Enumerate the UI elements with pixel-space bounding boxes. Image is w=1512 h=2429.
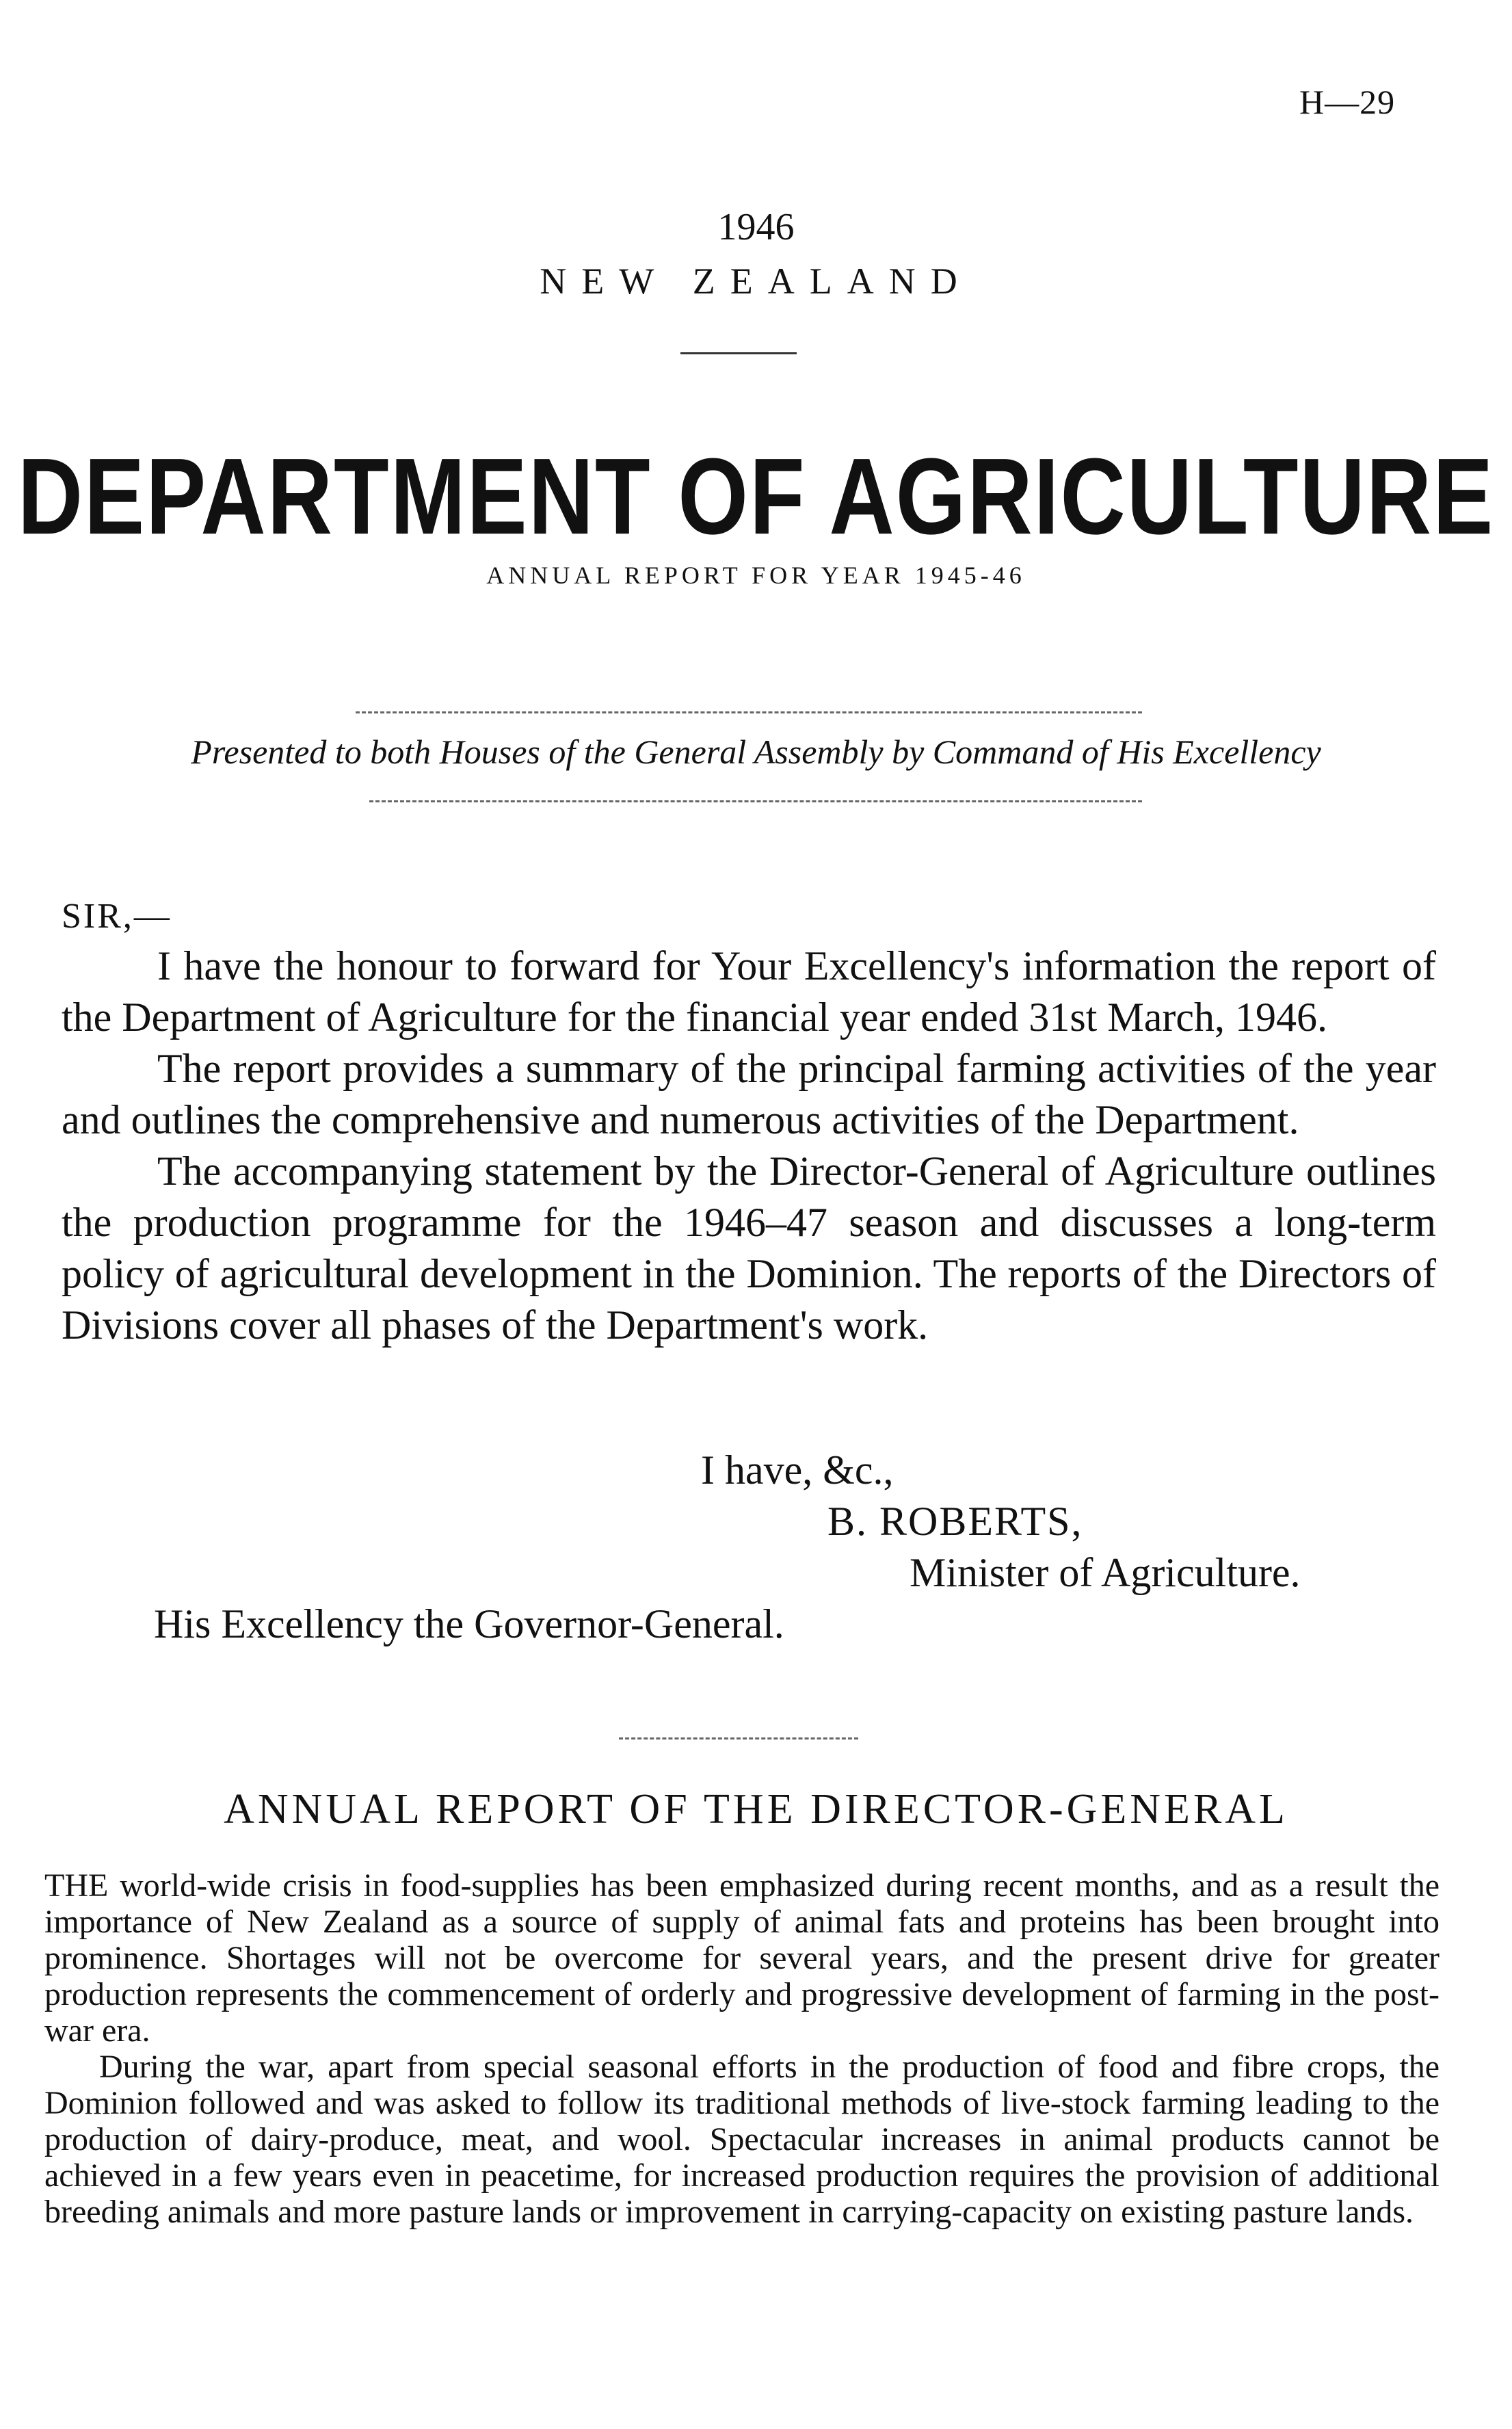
letter-body (62, 941, 1436, 1351)
divider (680, 352, 797, 354)
salutation: SIR,— (62, 897, 172, 936)
report-subtitle: ANNUAL REPORT FOR YEAR 1945-46 (486, 562, 1026, 589)
presented-line: Presented to both Houses of the General Assembly by Command of His Excellency (191, 733, 1321, 771)
divider (356, 711, 1142, 713)
letter-paragraph: I have the honour to forward for Your Excellency's information the report of the Department of Agriculture for the financial year ended 31st March, 1946. (62, 943, 1436, 1040)
page-code: H—29 (1299, 83, 1396, 121)
addressee: His Excellency the Governor-General. (154, 1601, 784, 1646)
divider (619, 1737, 858, 1739)
department-title: DEPARTMENT OF AGRICULTURE (17, 436, 1495, 557)
report-body (44, 1867, 1440, 2230)
country: NEW ZEALAND (540, 261, 972, 302)
closing: I have, &c., (701, 1447, 894, 1493)
section-heading: ANNUAL REPORT OF THE DIRECTOR-GENERAL (224, 1786, 1288, 1833)
letter-paragraph: The report provides a summary of the principal farming activities of the year and outlines the comprehensive and numerous activities of the Department. (62, 1046, 1436, 1142)
signatory-title: Minister of Agriculture. (910, 1550, 1301, 1595)
year: 1946 (717, 206, 795, 248)
report-paragraph: During the war, apart from special seasonal efforts in the production of food and fibre crops, the Dominion followed and was asked to follow its traditional methods of live-stock farming leading to the production of dairy-produce, meat, and wool. Spectacular increases in animal products cannot be achieved in a few years even in peacetime, for increased production requires the provision of additional breeding animals and more pasture lands or improvement in carrying-capacity on existing pasture lands. (44, 2049, 1440, 2230)
letter-paragraph: The accompanying statement by the Director-General of Agriculture outlines the production programme for the 1946–47 season and discusses a long-term policy of agricultural development in the Dominion. The reports of the Directors of Divisions cover all phases of the Department's work. (62, 1148, 1436, 1348)
signatory: B. ROBERTS, (827, 1499, 1083, 1544)
report-paragraph: THE world-wide crisis in food-supplies has been emphasized during recent months, and as a result the importance of New Zealand as a source of supply of animal fats and proteins has been brought into prominence. Shortages will not be overcome for several years, and the present drive for greater production represents the commencement of orderly and progressive development of farming in the post-war era. (44, 1867, 1440, 2049)
divider (369, 800, 1142, 802)
